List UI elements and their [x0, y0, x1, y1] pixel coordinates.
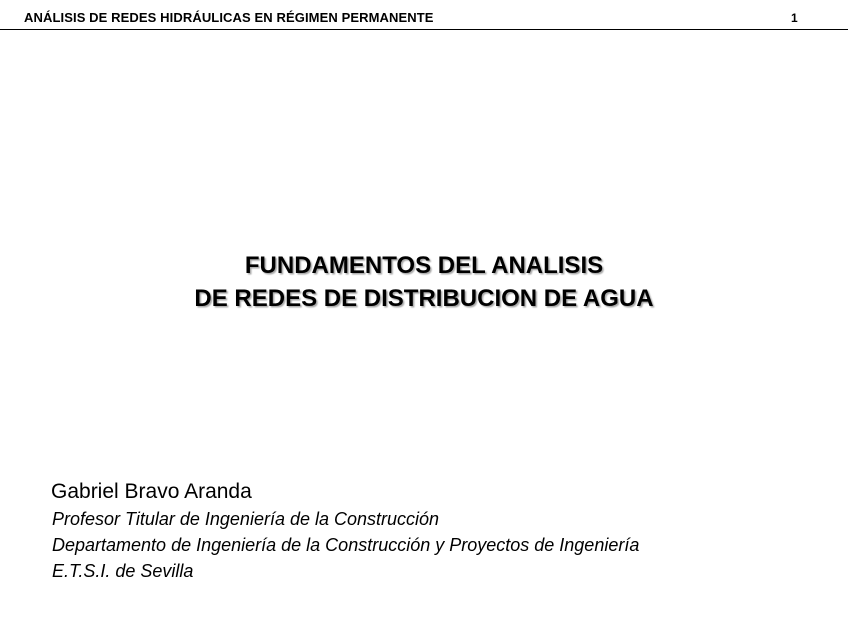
author-block: [51, 478, 639, 584]
author-department: Departamento de Ingeniería de la Construcción y Proyectos de Ingeniería: [52, 535, 640, 555]
author-position: Profesor Titular de Ingeniería de la Construcción: [52, 509, 440, 529]
title-line-2: DE REDES DE DISTRIBUCION DE AGUA: [194, 285, 654, 312]
author-name: Gabriel Bravo Aranda: [51, 480, 252, 503]
header-title: ANÁLISIS DE REDES HIDRÁULICAS EN RÉGIMEN PERMANENTE: [24, 10, 434, 25]
title-line-1: FUNDAMENTOS DEL ANALISIS: [244, 252, 604, 279]
running-header: [0, 0, 848, 30]
author-institution: E.T.S.I. de Sevilla: [52, 561, 194, 581]
document-title: [0, 249, 848, 315]
page-number: 1: [791, 11, 798, 25]
